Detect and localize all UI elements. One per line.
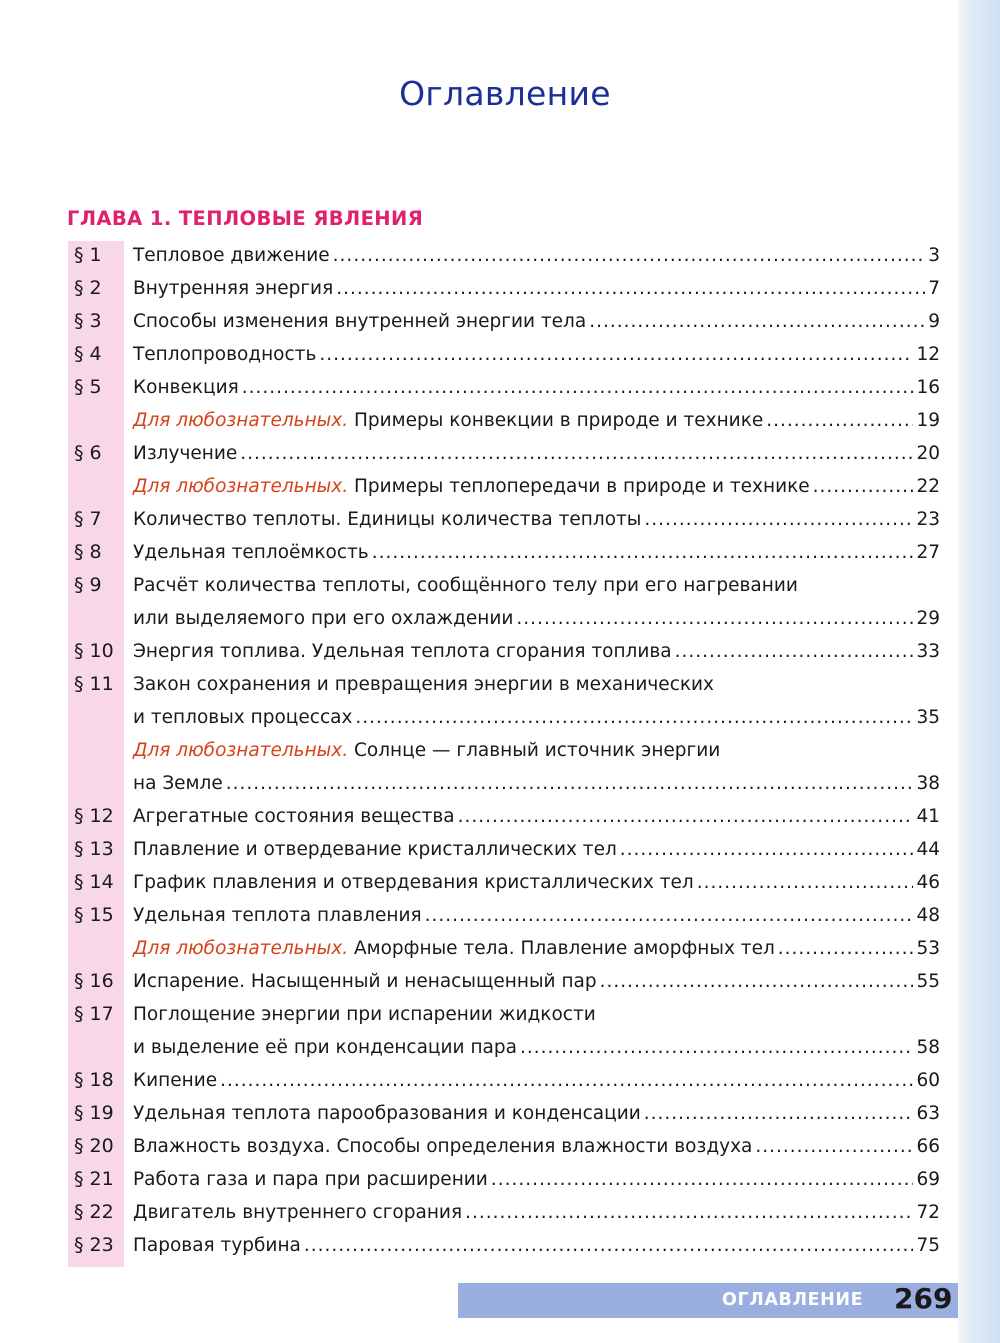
entry-page: 63 [916, 1103, 940, 1124]
section-number: § 5 [74, 376, 102, 398]
toc-list [0, 241, 1000, 1264]
toc-entry[interactable] [0, 1066, 1000, 1099]
dot-leader [675, 641, 914, 663]
dot-leader [355, 707, 913, 729]
section-number: § 12 [74, 805, 114, 827]
entry-page: 48 [916, 905, 940, 926]
section-number: § 2 [74, 277, 102, 299]
entry-page: 69 [916, 1169, 940, 1190]
entry-title-cont: и выделение её при конденсации пара [133, 1037, 517, 1058]
dot-leader [465, 1202, 913, 1224]
dot-leader [766, 410, 913, 432]
dot-leader [240, 443, 913, 465]
toc-entry[interactable] [0, 1132, 1000, 1165]
entry-title: Тепловое движение [133, 245, 330, 266]
dot-leader [319, 344, 913, 366]
toc-entry[interactable] [0, 967, 1000, 1000]
dot-leader [220, 1070, 913, 1092]
entry-title: Удельная теплота парообразования и конденсации [133, 1103, 641, 1124]
page-title: Оглавление [399, 74, 611, 113]
entry-title: Аморфные тела. Плавление аморфных тел [348, 938, 775, 959]
section-number: § 22 [74, 1201, 114, 1223]
entry-title: Энергия топлива. Удельная теплота сгорания топлива [133, 641, 672, 662]
dot-leader [372, 542, 914, 564]
entry-page: 33 [916, 641, 940, 662]
toc-entry[interactable] [0, 637, 1000, 670]
entry-page: 20 [916, 443, 940, 464]
entry-title: Удельная теплота плавления [133, 905, 422, 926]
toc-entry[interactable] [0, 340, 1000, 373]
entry-title: Солнце — главный источник энергии [348, 740, 721, 761]
entry-title: Количество теплоты. Единицы количества теплоты [133, 509, 642, 530]
entry-page: 38 [916, 773, 940, 794]
entry-page: 12 [916, 344, 940, 365]
dot-leader [304, 1235, 914, 1257]
toc-entry[interactable] [0, 1231, 1000, 1264]
section-number: § 4 [74, 343, 102, 365]
dot-leader [644, 1103, 914, 1125]
entry-page: 75 [916, 1235, 940, 1256]
section-number: § 13 [74, 838, 114, 860]
dot-leader [516, 608, 913, 630]
toc-entry[interactable] [0, 1165, 1000, 1198]
dot-leader [520, 1037, 913, 1059]
entry-page: 22 [916, 476, 940, 497]
toc-entry[interactable] [0, 571, 1000, 637]
section-number: § 8 [74, 541, 102, 563]
dot-leader [242, 377, 914, 399]
dot-leader [813, 476, 914, 498]
entry-title: Теплопроводность [133, 344, 317, 365]
chapter-title: ГЛАВА 1. ТЕПЛОВЫЕ ЯВЛЕНИЯ [67, 207, 424, 230]
toc-entry[interactable] [0, 439, 1000, 472]
entry-title: Паровая турбина [133, 1235, 301, 1256]
toc-entry[interactable] [0, 373, 1000, 406]
curious-label: Для любознательных. [133, 410, 349, 431]
section-number: § 16 [74, 970, 114, 992]
toc-entry[interactable] [0, 802, 1000, 835]
entry-title: Влажность воздуха. Способы определения влажности воздуха [133, 1136, 753, 1157]
toc-entry[interactable] [0, 274, 1000, 307]
entry-title: Плавление и отвердевание кристаллических тел [133, 839, 617, 860]
dot-leader [336, 278, 925, 300]
entry-page: 9 [928, 311, 940, 332]
dot-leader [333, 245, 926, 267]
toc-entry[interactable] [0, 670, 1000, 736]
entry-title: Расчёт количества теплоты, сообщённого телу при его нагревании [133, 575, 798, 596]
section-number: § 15 [74, 904, 114, 926]
entry-title: Внутренняя энергия [133, 278, 334, 299]
dot-leader [644, 509, 913, 531]
toc-entry-extra[interactable] [0, 406, 1000, 439]
section-number: § 11 [74, 673, 114, 695]
dot-leader [589, 311, 925, 333]
section-number: § 19 [74, 1102, 114, 1124]
section-number: § 10 [74, 640, 114, 662]
entry-page: 46 [916, 872, 940, 893]
section-number: § 1 [74, 244, 102, 266]
entry-title: Агрегатные состояния вещества [133, 806, 455, 827]
entry-page: 19 [916, 410, 940, 431]
toc-entry[interactable] [0, 868, 1000, 901]
toc-entry[interactable] [0, 835, 1000, 868]
entry-page: 23 [916, 509, 940, 530]
section-number: § 3 [74, 310, 102, 332]
entry-title-cont: и тепловых процессах [133, 707, 353, 728]
toc-entry[interactable] [0, 901, 1000, 934]
dot-leader [755, 1136, 913, 1158]
entry-page: 58 [916, 1037, 940, 1058]
dot-leader [620, 839, 914, 861]
entry-title: Способы изменения внутренней энергии тела [133, 311, 587, 332]
dot-leader [425, 905, 914, 927]
entry-title: График плавления и отвердевания кристаллических тел [133, 872, 694, 893]
toc-entry[interactable] [0, 241, 1000, 274]
toc-entry[interactable] [0, 1099, 1000, 1132]
dot-leader [778, 938, 914, 960]
entry-page: 60 [916, 1070, 940, 1091]
toc-entry-extra[interactable] [0, 472, 1000, 505]
dot-leader [491, 1169, 914, 1191]
entry-page: 35 [916, 707, 940, 728]
toc-entry[interactable] [0, 538, 1000, 571]
entry-title-cont: на Земле [133, 773, 223, 794]
section-number: § 7 [74, 508, 102, 530]
entry-title: Закон сохранения и превращения энергии в механических [133, 674, 715, 695]
footer-bar [458, 1283, 958, 1318]
toc-entry[interactable] [0, 505, 1000, 538]
curious-label: Для любознательных. [133, 938, 349, 959]
entry-title: Примеры теплопередачи в природе и технике [348, 476, 810, 497]
dot-leader [600, 971, 914, 993]
entry-page: 72 [916, 1202, 940, 1223]
entry-page: 7 [928, 278, 940, 299]
entry-title-cont: или выделяемого при его охлаждении [133, 608, 514, 629]
dot-leader [697, 872, 914, 894]
section-number: § 17 [74, 1003, 114, 1025]
section-number: § 21 [74, 1168, 114, 1190]
toc-entry-extra[interactable] [0, 934, 1000, 967]
entry-title: Поглощение энергии при испарении жидкости [133, 1004, 596, 1025]
section-number: § 14 [74, 871, 114, 893]
page-number: 269 [894, 1282, 953, 1315]
section-number: § 23 [74, 1234, 114, 1256]
toc-entry[interactable] [0, 1000, 1000, 1066]
toc-entry[interactable] [0, 307, 1000, 340]
toc-entry-extra[interactable] [0, 736, 1000, 802]
entry-title: Удельная теплоёмкость [133, 542, 369, 563]
curious-label: Для любознательных. [133, 476, 349, 497]
entry-page: 41 [916, 806, 940, 827]
dot-leader [226, 773, 914, 795]
entry-title: Примеры конвекции в природе и технике [348, 410, 764, 431]
entry-title: Испарение. Насыщенный и ненасыщенный пар [133, 971, 597, 992]
dot-leader [458, 806, 914, 828]
footer-label: ОГЛАВЛЕНИЕ [722, 1290, 864, 1310]
entry-page: 3 [928, 245, 940, 266]
entry-page: 27 [916, 542, 940, 563]
entry-title: Кипение [133, 1070, 218, 1091]
section-number: § 18 [74, 1069, 114, 1091]
toc-entry[interactable] [0, 1198, 1000, 1231]
entry-title: Конвекция [133, 377, 239, 398]
entry-page: 29 [916, 608, 940, 629]
section-number: § 6 [74, 442, 102, 464]
entry-page: 16 [916, 377, 940, 398]
entry-page: 44 [916, 839, 940, 860]
section-number: § 9 [74, 574, 102, 596]
entry-page: 53 [916, 938, 940, 959]
entry-title: Излучение [133, 443, 238, 464]
curious-label: Для любознательных. [133, 740, 349, 761]
entry-title: Двигатель внутреннего сгорания [133, 1202, 463, 1223]
entry-page: 66 [916, 1136, 940, 1157]
entry-title: Работа газа и пара при расширении [133, 1169, 488, 1190]
section-number: § 20 [74, 1135, 114, 1157]
entry-page: 55 [916, 971, 940, 992]
